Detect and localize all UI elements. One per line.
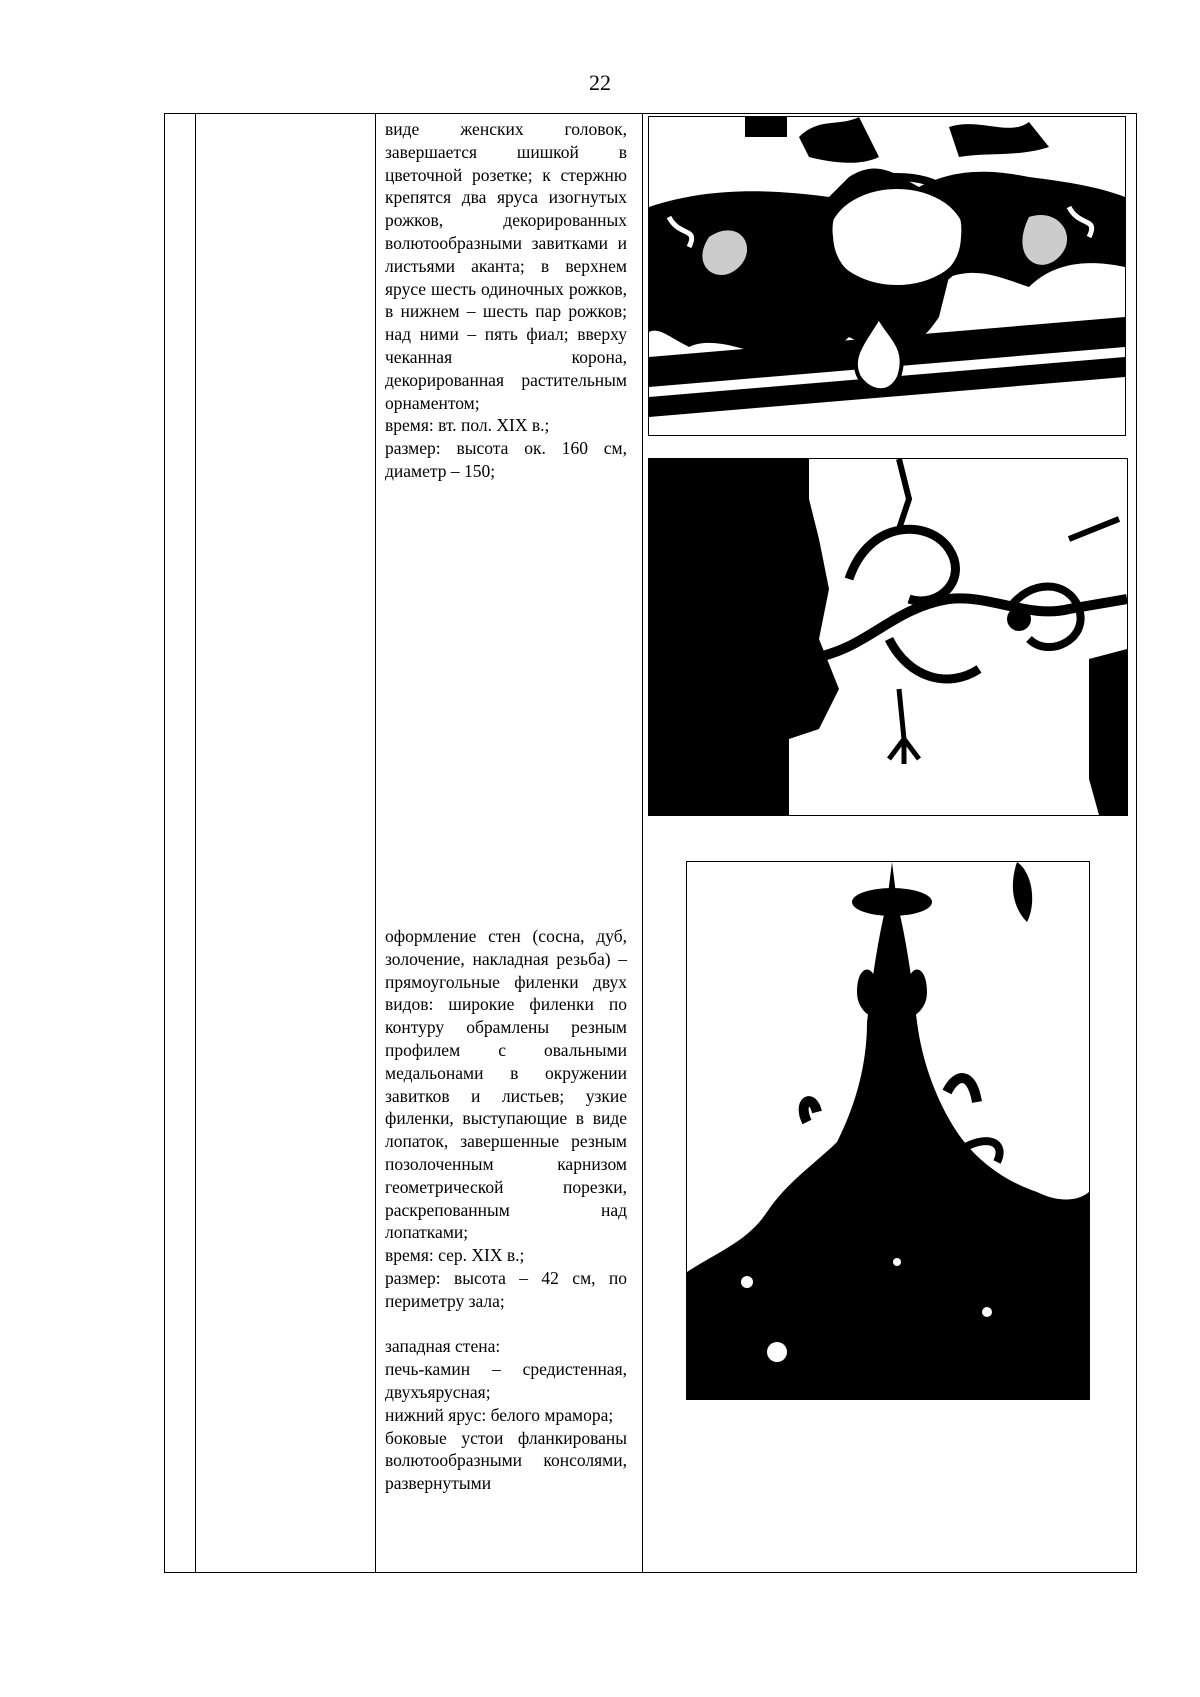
- description-block-1: [385, 118, 627, 483]
- table-column-divider: [195, 114, 196, 1572]
- chandelier-photo: [686, 861, 1090, 1400]
- ornamental-wall-detail-photo: [648, 458, 1128, 816]
- description-text: боковые устои фланкированы волютообразными консолями, развернутыми: [385, 1427, 627, 1494]
- description-text: оформление стен (сосна, дуб, золочение, накладная резьба) – прямоугольные филенки двух видов: широкие филенки по контуру обрамлены резным профилем с овальными медальонами в окружении завитков и листьев; узкие филенки, выступающие в виде лопаток, завершенные резным позолоченным карнизом геометрической порезки, раскрепованным над лопатками;: [385, 926, 627, 1243]
- description-date: время: вт. пол. XIX в.;: [385, 415, 550, 436]
- table-column-divider: [375, 114, 376, 1572]
- description-size: размер: высота – 42 см, по периметру зала;: [385, 1267, 627, 1311]
- page-number: 22: [589, 70, 611, 95]
- description-text: виде женских головок, завершается шишкой в цветочной розетке; к стержню крепятся два яруса изогнутых рожков, декорированных волютообразными завитками и листьями аканта; в верхнем ярусе шесть одиночных рожков, в нижнем – шесть пар рожков; над ними – пять фиал; вверху чеканная корона, декорированная растительным орнаментом;: [385, 119, 627, 413]
- description-date: время: сер. XIX в.;: [385, 1245, 525, 1266]
- carved-cornice-photo: [648, 116, 1126, 436]
- description-text: нижний ярус: белого мрамора;: [385, 1404, 614, 1425]
- description-text: печь-камин – средистенная, двухъярусная;: [385, 1359, 627, 1402]
- description-block-2: [385, 925, 627, 1495]
- description-size: размер: высота ок. 160 см, диаметр – 150;: [385, 438, 627, 481]
- description-heading: западная стена:: [385, 1336, 501, 1357]
- table-column-divider: [642, 114, 643, 1572]
